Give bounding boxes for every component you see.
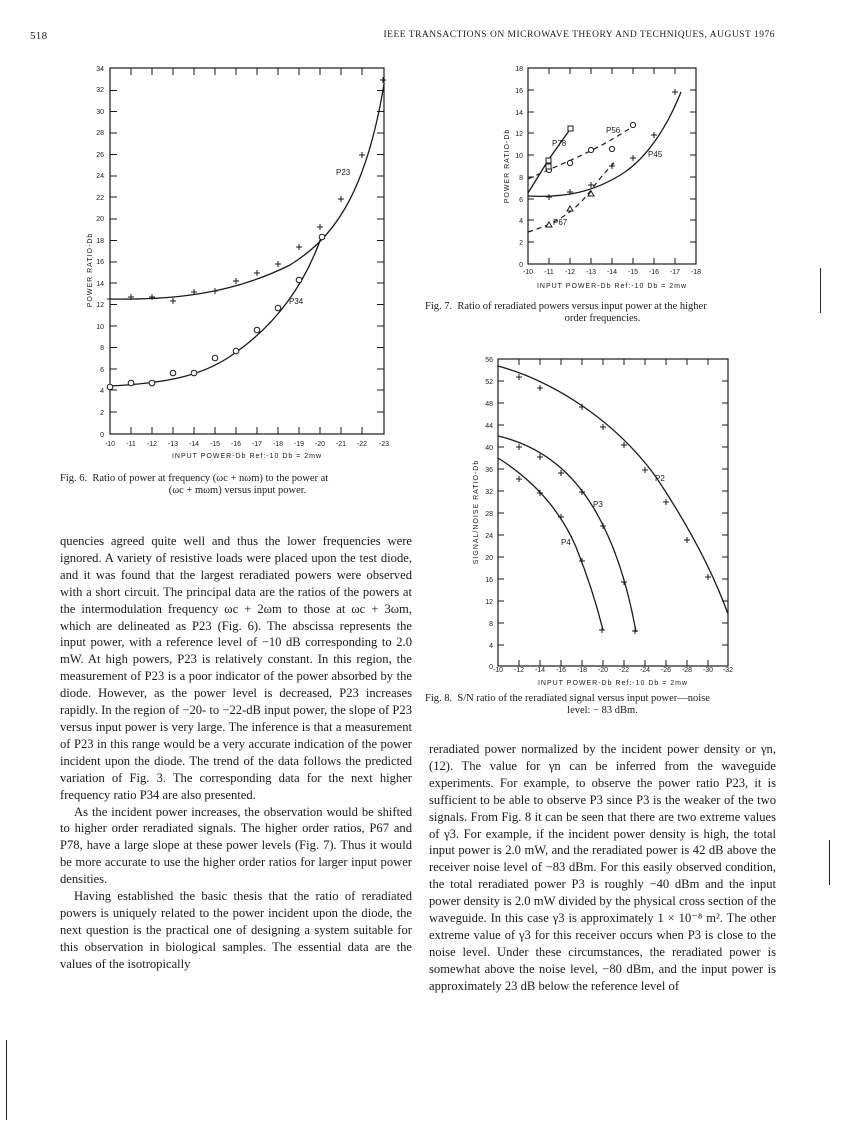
right-paragraph-1: reradiated power normalized by the incident power density or γn, (12). The value for γn can be inferred from the waveguide experiments. For example, to observe the power ratio P23, it is sufficient to be able to observe P3 since P3 is the weaker of the two signals. From Fig. 8 it can be seen that there are two extreme values of γ3. For example, if the incident power density is high, the total input power is 2.0 mW, and the reradiated power is 42 dB above the receiver noise level of −83 dBm. For this easily observed condition, the total reradiated power P3 is roughly −40 dBm and the input power density is 2.0 mW divided by the physical cross section of the waveguide. In this case γ3 is approximately 1 × 10⁻⁸ m². The other extreme value of γ3 for this receiver occurs when P3 is close to the noise level. Under these circumstances, the reradiated power is somewhat above the noise level, −80 dBm, and the input power is approximately 23 dB below the reference level of [429,742,776,993]
fig6-curve-p34 [110,235,322,386]
figure-7 [495,62,715,298]
fig7-ytick: 16 [515,88,523,95]
fig6-ytick: 20 [96,216,104,223]
fig7-ytick: 10 [515,153,523,160]
fig6-ytick: 22 [96,195,104,202]
fig7-y-tick-labels [515,66,523,269]
fig8-ytick: 28 [485,511,493,518]
fig8-xtick: -10 [492,667,504,674]
fig7-label-p78: P78 [552,139,567,148]
fig6-xtick: -10 [104,441,116,448]
fig7-ytick: 2 [519,240,523,247]
fig6-xtick: -23 [378,441,390,448]
fig6-ytick: 4 [100,388,104,395]
fig6-label-p34: P34 [289,297,304,306]
fig6-y-tick-labels [96,66,104,439]
fig8-y-axis-label: SIGNAL/NOISE RATIO-Db [473,459,480,565]
fig8-xtick: -30 [702,667,714,674]
fig7-caption-text2: order frequencies. [564,313,641,324]
fig6-ytick: 0 [100,432,104,439]
fig8-curve-p4 [498,458,603,630]
fig8-caption-label: Fig. 8. [425,693,453,704]
fig6-p23-markers [107,77,386,304]
fig7-caption [425,301,780,325]
fig7-label-p67: P67 [553,218,568,227]
fig7-x-tick-labels [523,269,701,276]
fig6-x-axis-label: INPUT POWER-Db Ref:-10 Db = 2mw [171,453,323,460]
fig7-ytick: 0 [519,262,523,269]
fig8-ytick: 8 [489,621,493,628]
fig8-label-p2: P2 [655,474,665,483]
fig8-ytick: 16 [485,577,493,584]
fig6-xtick: -11 [126,441,136,448]
fig7-caption-text1: Ratio of reradiated powers versus input power at the higher [457,301,707,312]
fig6-caption-text2: (ωc + mωm) versus input power. [168,485,307,496]
fig6-caption-text1: Ratio of power at frequency (ωc + nωm) to the power at [92,473,329,484]
fig7-ytick: 4 [519,218,523,225]
fig8-ytick: 32 [485,489,493,496]
fig7-ytick: 8 [519,175,523,182]
fig7-label-p45: P45 [648,150,663,159]
fig6-ytick: 16 [96,259,104,266]
fig6-ytick: 8 [100,345,104,352]
scan-edge-mark-left [6,1040,7,1120]
fig8-ytick: 48 [485,401,493,408]
fig6-xtick: -19 [293,441,305,448]
figure-8 [466,352,766,692]
fig6-ytick: 28 [96,130,104,137]
fig6-xtick: -13 [167,441,179,448]
fig8-curve-p2 [498,366,728,614]
fig6-ytick: 12 [96,302,104,309]
fig8-xtick: -24 [639,667,651,674]
fig6-y-axis-label: POWER RATIO-Db [87,232,94,308]
fig7-x-axis-label: INPUT POWER-Db Ref:-10 Db = 2mw [536,283,688,290]
fig8-xtick: -32 [722,667,734,674]
fig7-xtick: -11 [544,269,554,276]
fig7-xtick: -10 [522,269,534,276]
fig8-ytick: 36 [485,467,493,474]
fig6-ytick: 14 [96,281,104,288]
left-paragraph-1: quencies agreed quite well and thus the lower frequencies were ignored. A variety of resistive loads were placed upon the test diode, and it was found that the largest reradiated powers were observed with a short circuit. The principal data are the ratios of the powers at the intermodulation frequency ωc + 2ωm to those at ωc + 3ωm, which are delineated as P23 (Fig. 6). The abscissa represents the input power, with a reference level of −10 dB corresponding to 2.0 mW. At high powers, P23 is relatively constant. In this region, the measurement of P23 is a poor indicator of the power absorbed by the diode. However, as the power level is decreased, P23 increases rapidly. In the region of −20- to −22-dB input power, the slope of P23 versus input power is very large. The inference is that a measurement of P23 in this range would be a very accurate indication of the power incident upon the diode. The trend of the data follows the predicted variation of Fig. 3. The corresponding data for the next higher frequency ratio P34 are also presented. [60,534,412,802]
fig8-caption-text1: S/N ratio of the reradiated signal versus input power—noise [457,693,710,704]
fig7-label-p56: P56 [606,126,621,135]
fig7-xtick: -14 [606,269,618,276]
fig6-xtick: -18 [272,441,284,448]
fig7-xtick: -16 [648,269,660,276]
fig6-xtick: -15 [209,441,221,448]
fig6-ytick: 26 [96,152,104,159]
fig8-caption [425,693,780,717]
fig8-xtick: -16 [555,667,567,674]
fig6-x-tick-labels [105,441,389,448]
fig7-ytick: 6 [519,197,523,204]
fig8-ytick: 12 [485,599,493,606]
fig8-p4-markers [516,476,605,633]
fig6-xtick: -20 [314,441,326,448]
page-number: 518 [30,30,48,42]
fig8-ytick: 0 [489,664,493,671]
fig8-xtick: -14 [534,667,546,674]
fig8-xtick: -12 [513,667,525,674]
fig8-xtick: -18 [576,667,588,674]
fig8-label-p4: P4 [561,538,571,547]
fig6-xtick: -14 [188,441,200,448]
fig8-xtick: -26 [660,667,672,674]
fig8-x-tick-labels [493,667,733,674]
left-column [60,533,412,973]
fig8-ytick: 56 [485,357,493,364]
fig8-curve-p3 [498,436,636,632]
fig6-ytick: 34 [96,66,104,73]
right-column [429,741,776,995]
fig8-ytick: 20 [485,555,493,562]
fig8-p3-markers [516,444,638,634]
fig6-ytick: 24 [96,173,104,180]
fig8-ytick: 24 [485,533,493,540]
fig7-y-axis-label: POWER RATIO-Db [504,128,511,204]
fig7-ytick: 12 [515,131,523,138]
fig7-ytick: 18 [515,66,523,73]
fig6-caption [60,473,415,497]
fig6-xtick: -22 [356,441,368,448]
fig8-xtick: -28 [681,667,693,674]
fig6-ticks [110,68,384,434]
fig8-ytick: 44 [485,423,493,430]
fig6-xtick: -16 [230,441,242,448]
fig6-ytick: 18 [96,238,104,245]
fig7-xtick: -17 [669,269,681,276]
fig8-ytick: 4 [489,643,493,650]
fig6-xtick: -21 [335,441,347,448]
fig8-xtick: -20 [597,667,609,674]
fig6-caption-label: Fig. 6. [60,473,88,484]
scan-edge-mark-right-2 [820,268,821,313]
fig8-ytick: 52 [485,379,493,386]
fig8-ytick: 40 [485,445,493,452]
fig6-ytick: 6 [100,367,104,374]
fig6-ytick: 30 [96,109,104,116]
fig8-y-tick-labels [485,357,493,671]
fig6-xtick: -12 [146,441,158,448]
fig7-xtick: -12 [564,269,576,276]
fig8-caption-text2: level: − 83 dBm. [567,705,638,716]
fig7-xtick: -13 [585,269,597,276]
fig7-caption-label: Fig. 7. [425,301,453,312]
fig7-xtick: -18 [690,269,702,276]
fig6-curve-p23 [110,84,384,299]
fig7-ytick: 14 [515,110,523,117]
fig8-x-axis-label: INPUT POWER-Db Ref:-10 Db = 2mw [537,680,689,687]
fig7-xtick: -15 [627,269,639,276]
fig6-ytick: 10 [96,324,104,331]
fig8-xtick: -22 [618,667,630,674]
journal-header: IEEE TRANSACTIONS ON MICROWAVE THEORY AND TECHNIQUES, AUGUST 1976 [383,30,775,40]
left-paragraph-2: As the incident power increases, the observation would be shifted to higher order reradiated signals. The higher order ratios, P67 and P78, have a large slope at these power levels (Fig. 7). Thus it would be more accurate to use the higher order ratios for larger input power densities. [60,804,412,887]
fig6-ytick: 2 [100,410,104,417]
fig6-ytick: 32 [96,87,104,94]
scan-edge-mark-right [829,840,830,885]
figure-6 [60,60,420,460]
left-paragraph-3: Having established the basic thesis that the ratio of reradiated powers is uniquely related to the power incident upon the diode, the next question is the practical one of designing a system suitable for this observation in biological samples. The essential data are the values of the isotropically [60,889,412,971]
fig6-label-p23: P23 [336,168,351,177]
fig6-p34-markers [107,234,325,390]
fig6-xtick: -17 [251,441,263,448]
fig8-label-p3: P3 [593,500,603,509]
